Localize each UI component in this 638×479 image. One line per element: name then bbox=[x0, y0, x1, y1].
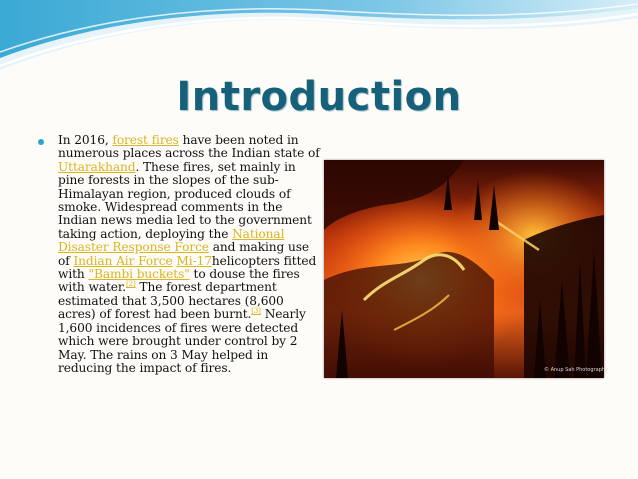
link-forest-fires[interactable]: forest fires bbox=[112, 133, 179, 147]
link-bambi-buckets[interactable]: "Bambi buckets" bbox=[88, 267, 190, 282]
text-run: Nearly 1,600 incidences of fires were detected which were brought under control by 2 May. The rains on 3 May helped in reducing the impact of fires. bbox=[58, 307, 306, 375]
text-run: . These fires, set mainly in pine forests in the slopes of the sub-Himalayan region, produced clouds of smoke. Widespread comments in the Indian news media led to the government taking action, deploying the bbox=[58, 159, 312, 241]
link-uttarakhand[interactable]: Uttarakhand bbox=[58, 159, 136, 174]
text-run: In 2016, bbox=[58, 133, 113, 147]
intro-paragraph bbox=[58, 134, 320, 375]
text-run: to douse the fires with water. bbox=[58, 267, 300, 295]
link-national-disaster-response-force[interactable]: National Disaster Response Force bbox=[58, 226, 285, 255]
slide-title: Introduction bbox=[176, 74, 462, 120]
text-run: The forest department estimated that 3,500 hectares (8,600 acres) of forest had been burnt. bbox=[58, 280, 284, 322]
text-run: have been noted in numerous places across the Indian state of bbox=[58, 133, 320, 161]
link-indian-air-force[interactable]: Indian Air Force bbox=[73, 253, 173, 268]
text-run: helicopters fitted with bbox=[58, 253, 317, 282]
bullet-icon bbox=[38, 139, 44, 145]
photo-credit: © Anup Sah Photography bbox=[544, 367, 608, 373]
link-mi-17[interactable]: Mi-17 bbox=[176, 253, 212, 268]
reference-link-3[interactable]: [3] bbox=[251, 307, 261, 316]
reference-link-2[interactable]: [2] bbox=[126, 280, 136, 289]
text-run: and making use of bbox=[58, 240, 310, 268]
forest-fire-photo bbox=[324, 160, 604, 378]
header-wave-decoration bbox=[0, 0, 638, 80]
